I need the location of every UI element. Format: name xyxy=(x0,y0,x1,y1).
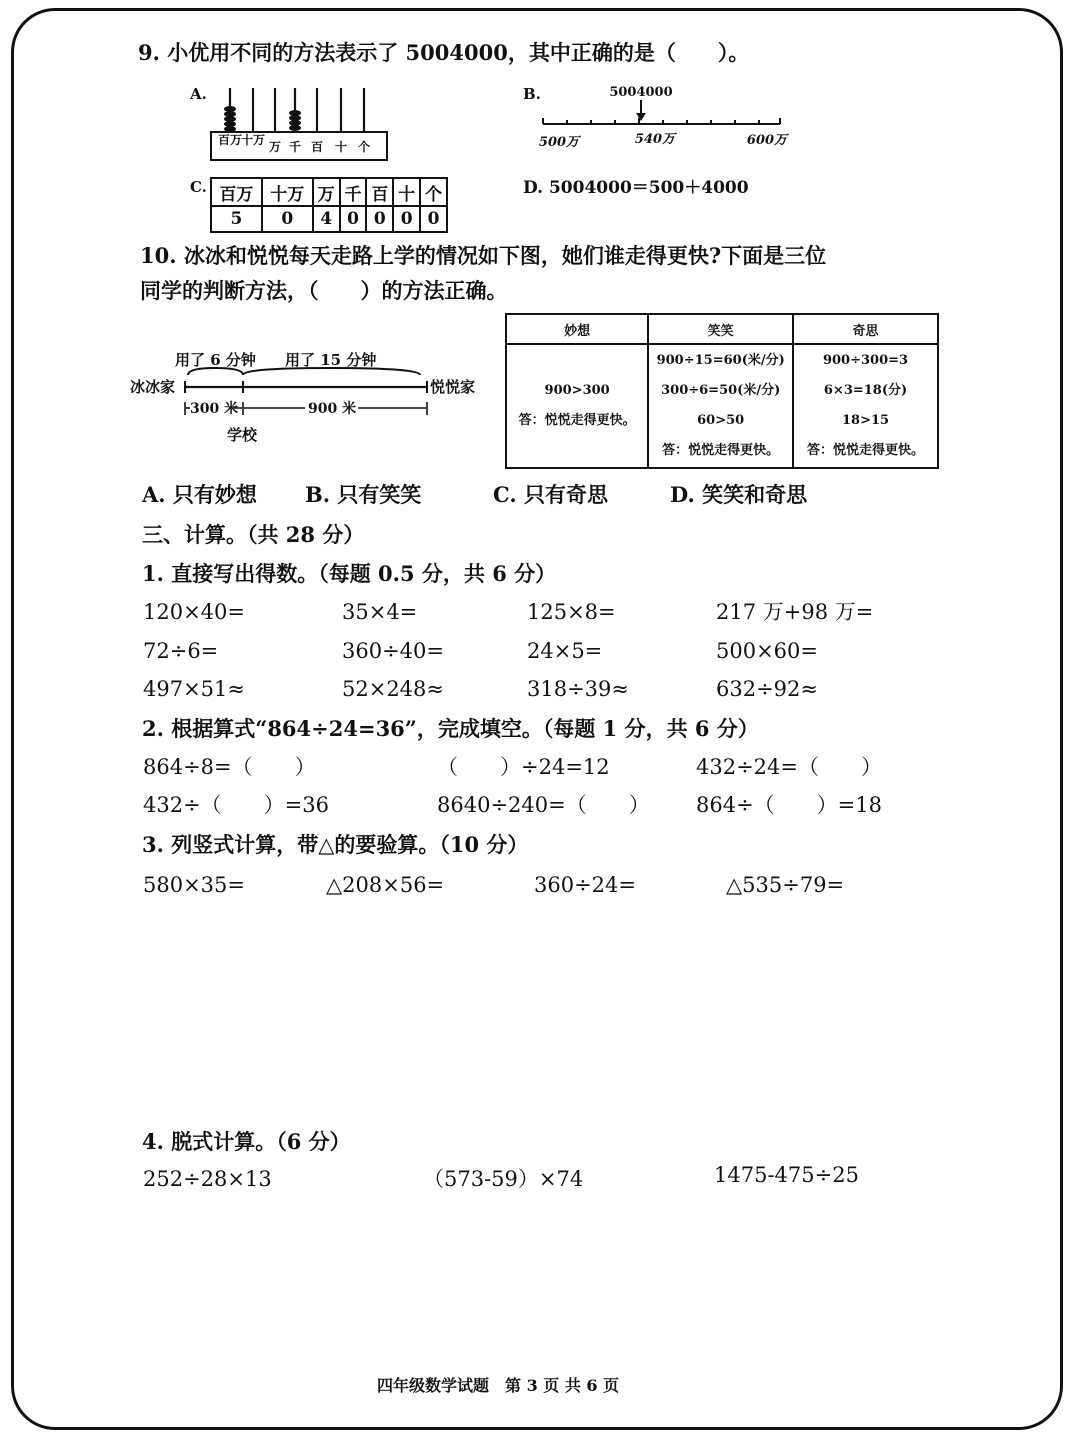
number-line-tick: 540万 xyxy=(634,132,676,147)
q10-option-d: D. 笑笑和奇思 xyxy=(670,482,808,507)
miaoxiang-method xyxy=(506,344,648,468)
q9-stem: 9. 小优用不同的方法表示了 5004000，其中正确的是（ ）。 xyxy=(138,40,750,65)
fill-blank-item: 8640÷240=（ ） xyxy=(437,793,650,817)
oral-calc-item: 125×8= xyxy=(527,600,616,624)
q9-option-a-label: A. xyxy=(190,85,207,103)
oral-calc-item: 497×51≈ xyxy=(143,677,245,701)
part4-title: 4. 脱式计算。（6 分） xyxy=(142,1129,351,1154)
step-calc-item: 1475-475÷25 xyxy=(714,1163,859,1187)
part1-title: 1. 直接写出得数。（每题 0.5 分，共 6 分） xyxy=(142,561,557,586)
abacus-place: 个 xyxy=(357,140,371,154)
number-line-tick: 600万 xyxy=(746,133,788,148)
abacus-place: 十 xyxy=(334,140,348,154)
page-footer: 四年级数学试题 第 3 页 共 6 页 xyxy=(377,1376,620,1395)
method-line: 60>50 xyxy=(697,413,745,428)
oral-calc-item: 632÷92≈ xyxy=(716,677,818,701)
bingbing-home-label: 冰冰家 xyxy=(130,378,176,396)
abacus-place: 百 xyxy=(310,140,324,154)
abacus-place: 千 xyxy=(288,140,302,154)
q9-option-c-label: C. xyxy=(190,178,207,196)
time-label-bingbing: 用了 6 分钟 xyxy=(175,351,256,369)
q10-stem-line1: 10. 冰冰和悦悦每天走路上学的情况如下图，她们谁走得更快?下面是三位 xyxy=(140,243,827,268)
abacus-place: 万 xyxy=(268,140,282,154)
fill-blank-item: （ ）÷24=12 xyxy=(437,755,610,779)
place-header: 百万 xyxy=(211,178,262,206)
time-label-yueyue: 用了 15 分钟 xyxy=(285,351,377,369)
oral-calc-item: 360÷40= xyxy=(342,639,444,663)
section3-title: 三、计算。（共 28 分） xyxy=(142,522,365,547)
method-line: 答：悦悦走得更快。 xyxy=(807,443,925,458)
abacus-place: 十万 xyxy=(240,133,266,147)
place-header: 个 xyxy=(420,178,447,206)
vertical-calc-item: △208×56= xyxy=(326,873,445,897)
yueyue-home-label: 悦悦家 xyxy=(430,378,476,396)
abacus-diagram xyxy=(205,80,395,165)
distance-label-900: 900 米 xyxy=(308,401,357,417)
place-header: 十 xyxy=(393,178,420,206)
method-line: 答：悦悦走得更快。 xyxy=(662,443,780,458)
method-line: 900>300 xyxy=(544,383,610,398)
q10-option-c: C. 只有奇思 xyxy=(493,482,608,507)
header-qisi: 奇思 xyxy=(793,314,938,344)
fill-blank-item: 864÷（ ）=18 xyxy=(696,793,882,817)
fill-blank-item: 432÷（ ）=36 xyxy=(143,793,329,817)
part2-title: 2. 根据算式“864÷24=36”，完成填空。（每题 1 分，共 6 分） xyxy=(142,716,759,741)
place-digit: 0 xyxy=(340,206,367,232)
step-calc-item: 252÷28×13 xyxy=(143,1167,272,1191)
q9-option-b-label: B. xyxy=(523,85,541,103)
route-diagram xyxy=(130,345,495,450)
oral-calc-item: 120×40= xyxy=(143,600,245,624)
school-label: 学校 xyxy=(227,426,258,444)
qisi-method xyxy=(793,344,938,468)
place-value-table xyxy=(210,177,448,233)
place-digit: 0 xyxy=(393,206,420,232)
fill-blank-item: 432÷24=（ ） xyxy=(696,755,882,779)
q10-option-b: B. 只有笑笑 xyxy=(305,482,422,507)
step-calc-item: （573-59）×74 xyxy=(423,1167,584,1191)
method-line: 18>15 xyxy=(841,413,890,428)
place-header: 十万 xyxy=(262,178,313,206)
place-header: 千 xyxy=(340,178,367,206)
number-line-tick: 500万 xyxy=(538,135,580,150)
oral-calc-item: 52×248≈ xyxy=(342,677,444,701)
oral-calc-item: 35×4= xyxy=(342,600,418,624)
place-header: 百 xyxy=(366,178,393,206)
place-digit: 0 xyxy=(262,206,313,232)
oral-calc-item: 217 万+98 万= xyxy=(716,600,874,624)
abacus-place: 百万 xyxy=(217,133,243,147)
place-digit: 0 xyxy=(420,206,447,232)
place-digit: 4 xyxy=(313,206,340,232)
method-line: 300÷6=50(米/分) xyxy=(661,383,781,398)
oral-calc-item: 500×60= xyxy=(716,639,818,663)
method-line: 6×3=18(分) xyxy=(823,383,908,398)
header-xiaoxiao: 笑笑 xyxy=(648,314,793,344)
number-line-marker-label: 5004000 xyxy=(609,85,673,100)
oral-calc-item: 72÷6= xyxy=(143,639,219,663)
method-comparison-table xyxy=(505,313,939,469)
q10-stem-line2: 同学的判断方法，（ ）的方法正确。 xyxy=(140,278,508,303)
header-miaoxiang: 妙想 xyxy=(506,314,648,344)
place-digit: 0 xyxy=(366,206,393,232)
number-line-diagram xyxy=(535,80,795,155)
q10-option-a: A. 只有妙想 xyxy=(142,482,257,507)
method-line: 答：悦悦走得更快。 xyxy=(518,413,636,428)
method-line: 900÷15=60(米/分) xyxy=(656,353,785,368)
vertical-calc-item: 580×35= xyxy=(143,873,245,897)
place-header: 万 xyxy=(313,178,340,206)
oral-calc-item: 318÷39≈ xyxy=(527,677,629,701)
fill-blank-item: 864÷8=（ ） xyxy=(143,755,316,779)
place-digit: 5 xyxy=(211,206,262,232)
vertical-calc-item: 360÷24= xyxy=(534,873,636,897)
method-line: 900÷300=3 xyxy=(822,353,909,368)
distance-label-300: 300 米 xyxy=(190,401,239,417)
vertical-calc-item: △535÷79= xyxy=(726,873,845,897)
oral-calc-item: 24×5= xyxy=(527,639,603,663)
q9-option-d: D. 5004000＝500＋4000 xyxy=(523,178,749,198)
xiaoxiao-method xyxy=(648,344,793,468)
part3-title: 3. 列竖式计算，带△的要验算。（10 分） xyxy=(142,832,529,857)
